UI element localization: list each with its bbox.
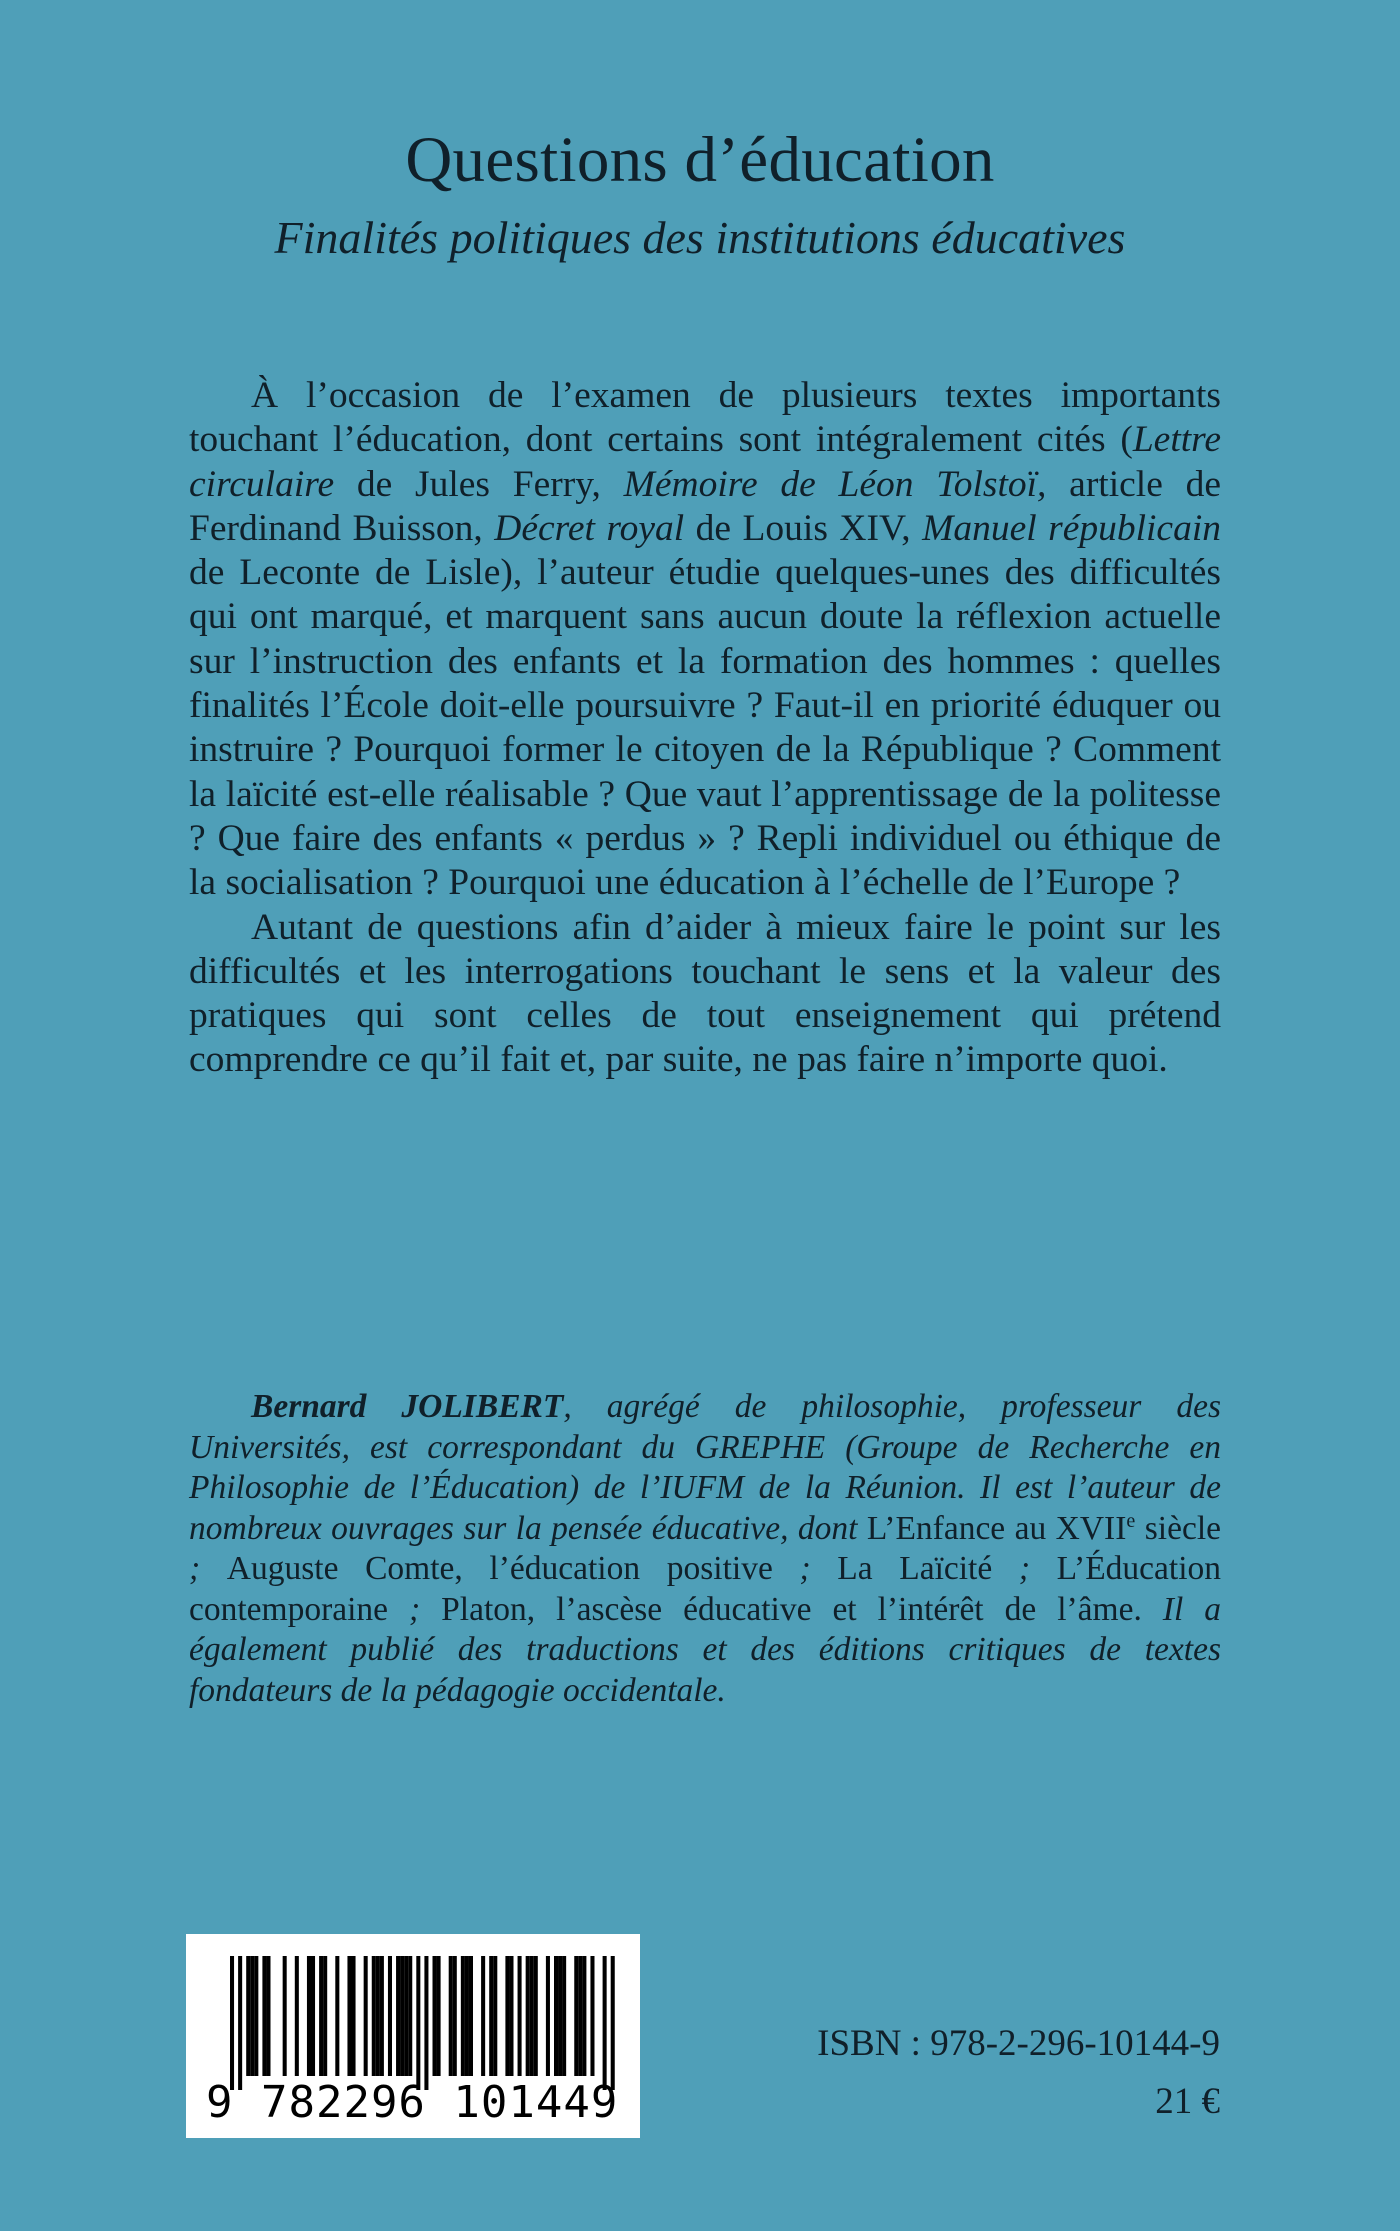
barcode-bar — [238, 1956, 242, 2090]
barcode-bar — [319, 1956, 323, 2076]
blurb-paragraph-1 — [189, 374, 1221, 906]
barcode-bar — [347, 1956, 351, 2076]
barcode-bar — [574, 1956, 578, 2076]
barcode-bar — [230, 1956, 234, 2090]
barcode-bar — [400, 1956, 404, 2076]
barcode-bar — [246, 1956, 250, 2076]
work-title: Lettre circulaire — [189, 419, 1221, 505]
barcode-bar — [505, 1956, 509, 2076]
separator: ; — [189, 1550, 227, 1587]
barcode-bar — [437, 1956, 441, 2076]
barcode-bar — [603, 1956, 607, 2090]
barcode-bar — [335, 1956, 339, 2076]
barcode-bar — [380, 1956, 384, 2076]
barcode-bar — [396, 1956, 400, 2076]
price: 21 € — [1155, 2081, 1220, 2122]
author-name: Bernard JOLIBERT — [251, 1388, 564, 1425]
barcode-bar — [578, 1956, 582, 2076]
barcode-bar — [449, 1956, 453, 2076]
barcode-bar — [509, 1956, 513, 2076]
barcode-bar — [590, 1956, 594, 2076]
blurb-text: article de Ferdinand Buisson, — [189, 463, 1221, 549]
barcode-bar — [364, 1956, 368, 2076]
blurb-text: de Louis XIV, — [684, 507, 923, 549]
separator: ; — [772, 1550, 838, 1587]
barcode-bar — [493, 1956, 497, 2076]
barcode-bar — [469, 1956, 473, 2076]
barcode-bar — [323, 1956, 327, 2076]
barcode-bar — [461, 1956, 465, 2076]
barcode-bar — [558, 1956, 562, 2076]
barcode-bar — [404, 1956, 408, 2076]
barcode-bar — [262, 1956, 266, 2076]
book-reference: Platon, l’ascèse éducative et l’intérêt de l’âme. — [441, 1590, 1142, 1628]
separator: ; — [992, 1550, 1057, 1587]
barcode-bar — [376, 1956, 380, 2076]
barcode-digits: 9 782296 101449 — [206, 2077, 619, 2128]
work-title: Manuel républicain — [922, 507, 1221, 549]
barcode-bar — [388, 1956, 392, 2076]
barcode-bar — [433, 1956, 437, 2076]
blurb-text: de Leconte de Lisle), l’auteur étudie quelques-unes des difficultés qui ont marqué, et marquent sans aucun doute la réflexion actuelle sur l’instruction des enfants et la formation des hommes : quelles finalités l’École doit-elle poursuivre ? Faut-il en priorité éduquer ou instruire ? Pourquoi former le citoyen de la République ? Comment la laïcité est-elle réalisable ? Que vaut l’apprentissage de la politesse ? Que faire des enfants « perdus » ? Repli individuel ou éthique de la socialisation ? Pourquoi une éducation à l’échelle de l’Europe ? — [189, 552, 1221, 904]
barcode-bar — [530, 1956, 534, 2076]
work-title: Mémoire de Léon Tolstoï, — [623, 463, 1047, 505]
barcode-bar — [453, 1956, 457, 2076]
barcode-bar — [534, 1956, 538, 2076]
barcode-bar — [554, 1956, 558, 2076]
barcode-bar — [489, 1956, 493, 2076]
work-title: Décret royal — [494, 507, 685, 549]
bio-text: Il a également publié des traductions et des éditions critiques de textes fondateurs de la pédagogie occidentale. — [189, 1590, 1221, 1709]
book-reference-text: L’Enfance au XVII — [866, 1509, 1127, 1547]
blurb-text: de Jules Ferry, — [334, 463, 624, 505]
author-bio — [189, 1387, 1221, 1711]
barcode-bar — [546, 1956, 550, 2076]
blurb — [189, 374, 1221, 1083]
isbn: ISBN : 978-2-296-10144-9 — [817, 2023, 1220, 2064]
barcode-bar — [465, 1956, 469, 2076]
barcode-bar — [266, 1956, 270, 2076]
barcode-bar — [408, 1956, 412, 2076]
barcode-bar — [481, 1956, 485, 2076]
barcode-bar — [424, 1956, 428, 2090]
barcode-bar — [295, 1956, 299, 2076]
barcode-bar — [562, 1956, 566, 2076]
barcode — [186, 1934, 640, 2138]
book-reference: Auguste Comte, l’éducation positive — [226, 1550, 773, 1587]
barcode-bar — [307, 1956, 311, 2076]
barcode-bar — [372, 1956, 376, 2076]
separator: ; — [388, 1590, 442, 1628]
book-reference: La Laïcité — [837, 1550, 993, 1587]
ordinal-superscript: e — [1126, 1509, 1136, 1532]
barcode-bar — [352, 1956, 356, 2076]
barcode-bar — [526, 1956, 530, 2076]
book-subtitle: Finalités politiques des institutions éducatives — [274, 212, 1126, 263]
book-reference — [867, 1510, 1221, 1547]
blurb-text: À l’occasion de l’examen de plusieurs textes importants touchant l’éducation, dont certains sont intégralement cités ( — [189, 375, 1221, 461]
barcode-bar — [582, 1956, 586, 2076]
bio-text: , agrégé de philosophie, professeur des Universités, est correspondant du GREPHE (Groupe de Recherche en Philosophie de l’Éducation) de l’IUFM de la Réunion. Il est l’auteur de nombreux ouvrages sur la pensée éducative, dont — [189, 1388, 1222, 1547]
barcode-bar — [250, 1956, 254, 2076]
barcode-bar — [311, 1956, 315, 2076]
barcode-bar — [611, 1956, 615, 2090]
author-bio-paragraph — [189, 1387, 1221, 1711]
book-reference: L’Éducation contemporaine — [189, 1550, 1222, 1628]
book-reference-text: siècle — [1135, 1509, 1221, 1547]
barcode-bar — [518, 1956, 522, 2076]
barcode-bar — [254, 1956, 258, 2076]
book-title: Questions d’éducation — [405, 124, 995, 196]
blurb-paragraph-2: Autant de questions afin d’aider à mieux faire le point sur les difficultés et les interrogations touchant le sens et la valeur des pratiques qui sont celles de tout enseignement qui prétend comprendre ce qu’il fait et, par suite, ne pas faire n’importe quoi. — [189, 906, 1221, 1081]
barcode-bar — [416, 1956, 420, 2090]
barcode-bar — [283, 1956, 287, 2076]
